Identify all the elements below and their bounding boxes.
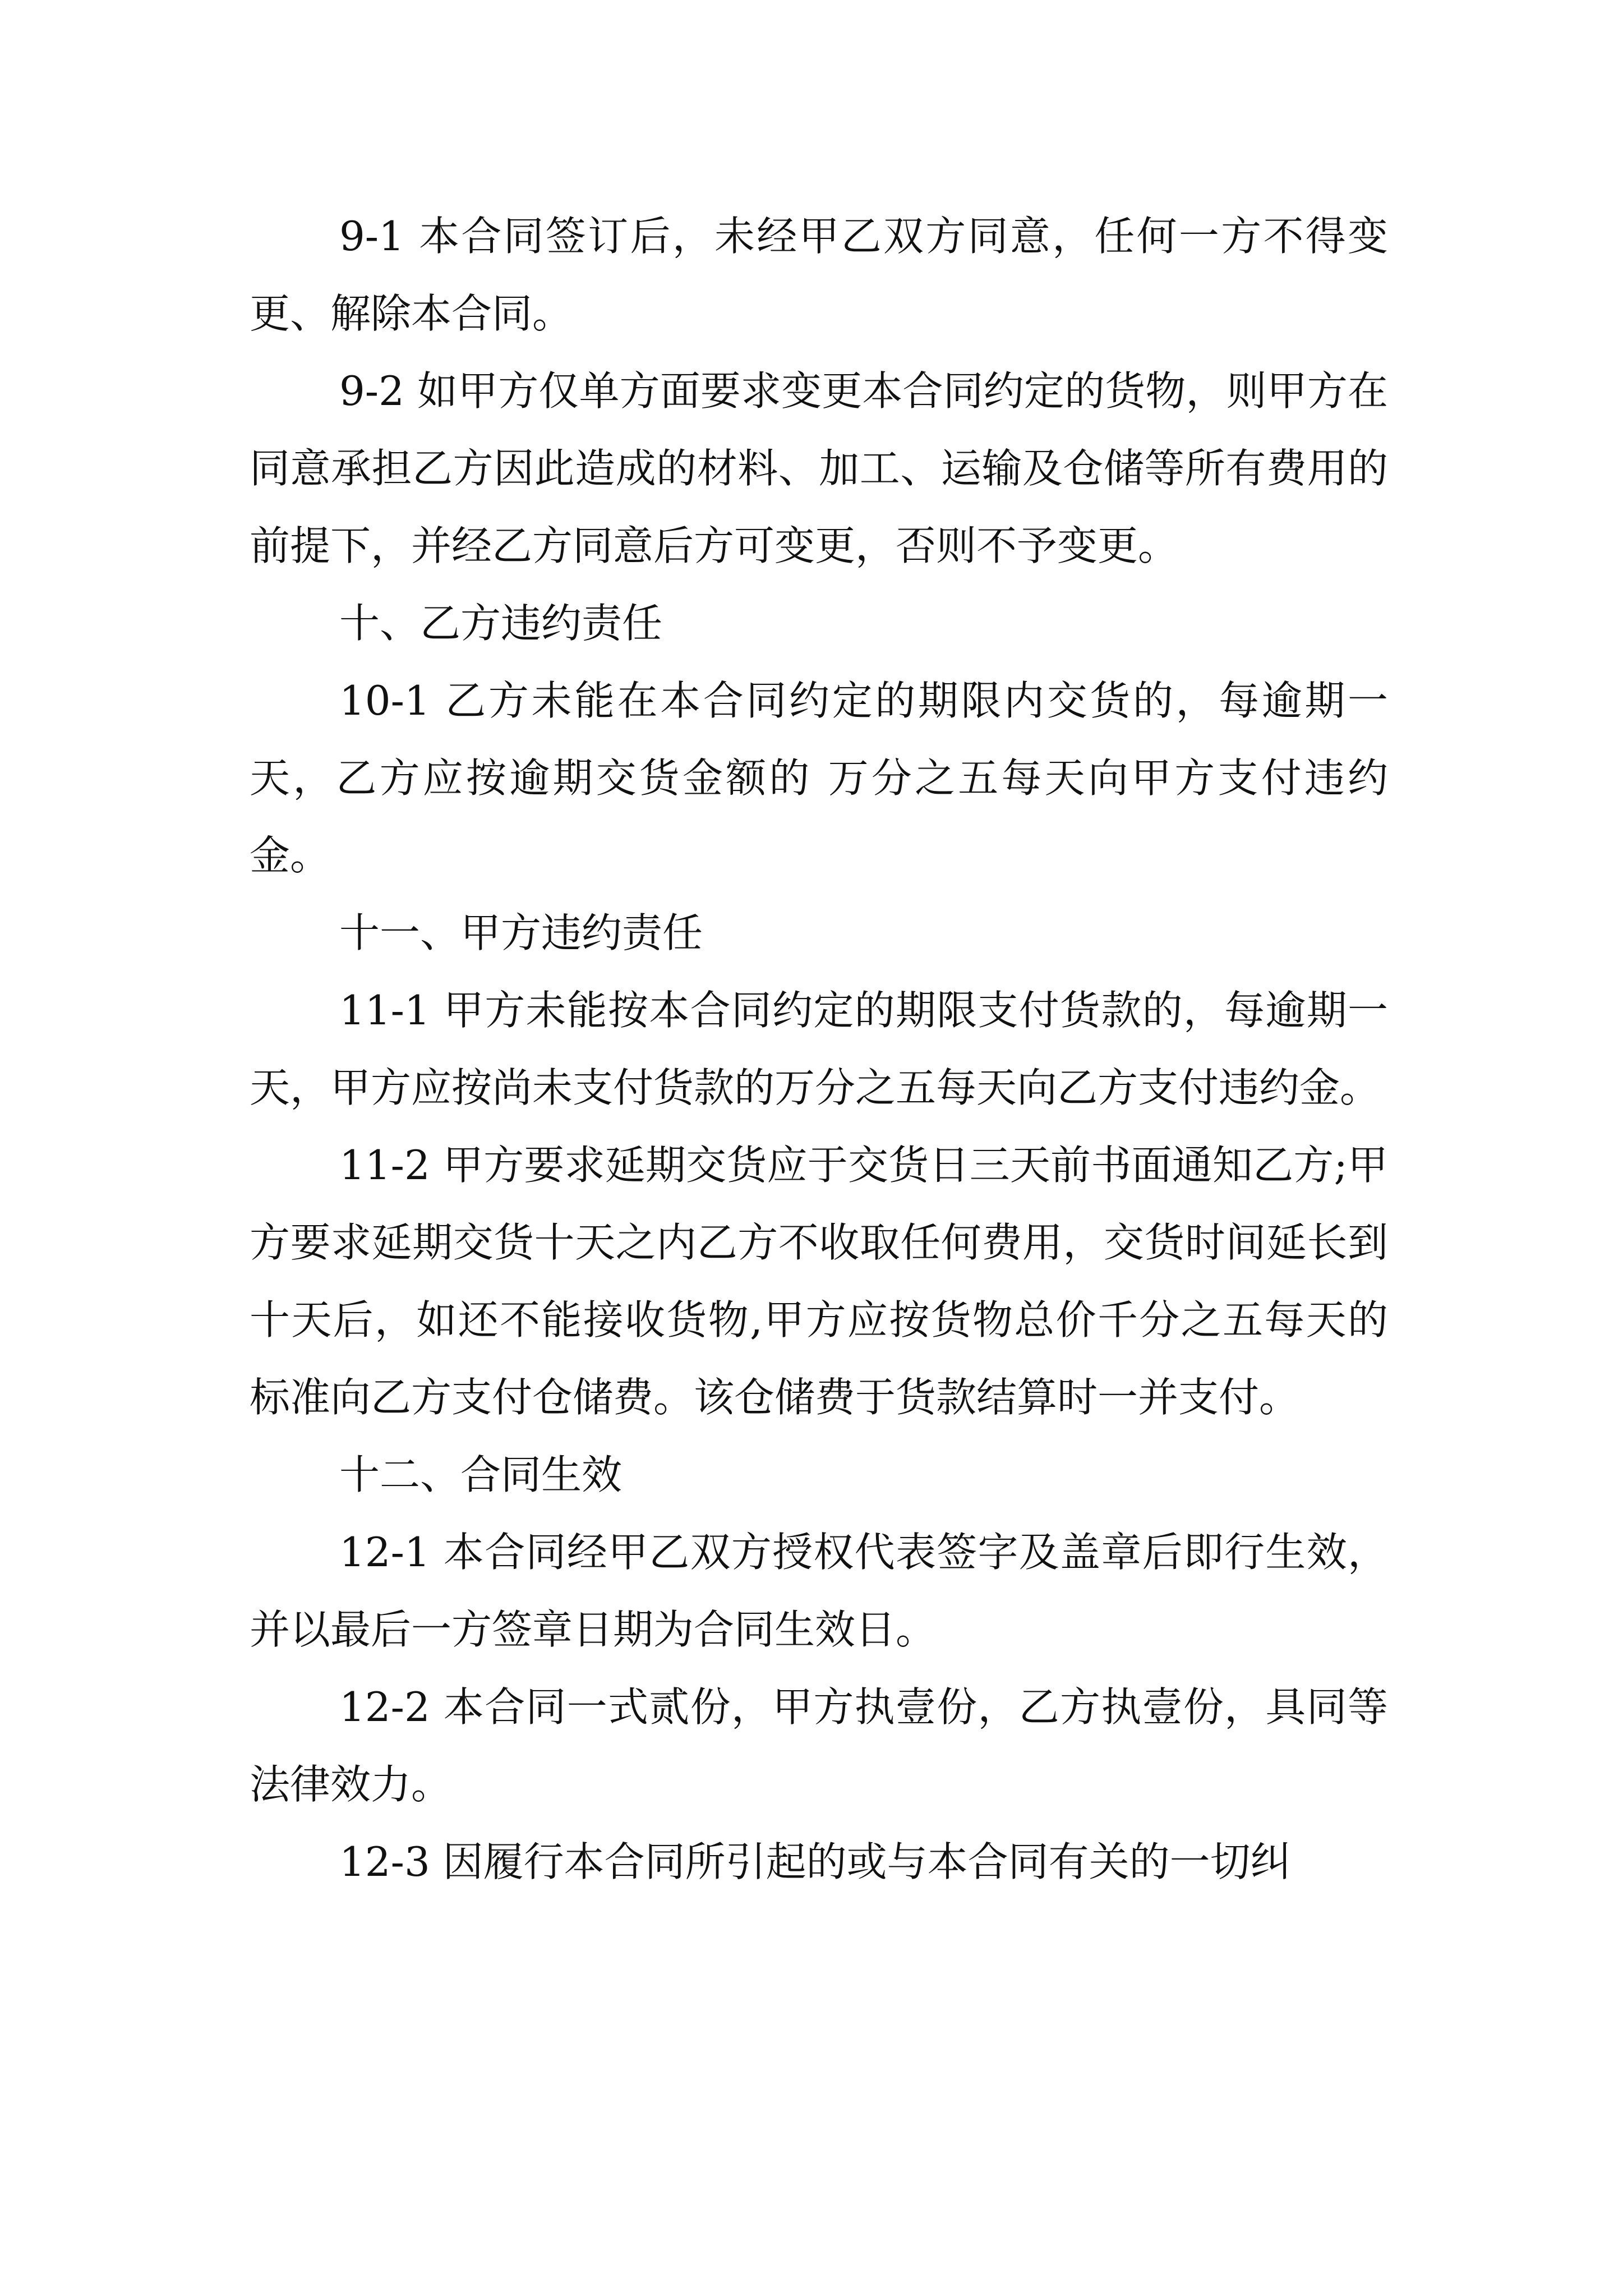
document-body xyxy=(250,197,1388,1901)
clause-11-1: 11-1 甲方未能按本合同约定的期限支付货款的，每逾期一天，甲方应按尚未支付货款的万分之五每天向乙方支付违约金。 xyxy=(250,987,1388,1111)
clause-12-2: 12-2 本合同一式贰份，甲方执壹份，乙方执壹份，具同等法律效力。 xyxy=(250,1683,1388,1808)
clause-11-2: 11-2 甲方要求延期交货应于交货日三天前书面通知乙方;甲方要求延期交货十天之内乙方不收取任何费用，交货时间延长到十天后，如还不能接收货物,甲方应按货物总价千分之五每天的标准向乙方支付仓储费。该仓储费于货款结算时一并支付。 xyxy=(250,1142,1388,1421)
clause-12-1: 12-1 本合同经甲乙双方授权代表签字及盖章后即行生效，并以最后一方签章日期为合同生效日。 xyxy=(250,1529,1388,1653)
section-heading-10: 十、乙方违约责任 xyxy=(339,600,663,647)
clause-10-1: 10-1 乙方未能在本合同约定的期限内交货的，每逾期一天，乙方应按逾期交货金额的 万分之五每天向甲方支付违约金。 xyxy=(250,677,1388,879)
clause-9-1: 9-1 本合同签订后，未经甲乙双方同意，任何一方不得变更、解除本合同。 xyxy=(250,213,1388,337)
clause-12-3: 12-3 因履行本合同所引起的或与本合同有关的一切纠 xyxy=(339,1838,1291,1885)
section-heading-12: 十二、合同生效 xyxy=(339,1451,623,1498)
clause-9-2: 9-2 如甲方仅单方面要求变更本合同约定的货物，则甲方在同意承担乙方因此造成的材料、加工、运输及仓储等所有费用的前提下，并经乙方同意后方可变更，否则不予变更。 xyxy=(250,367,1388,569)
section-heading-11: 十一、甲方违约责任 xyxy=(339,909,703,956)
